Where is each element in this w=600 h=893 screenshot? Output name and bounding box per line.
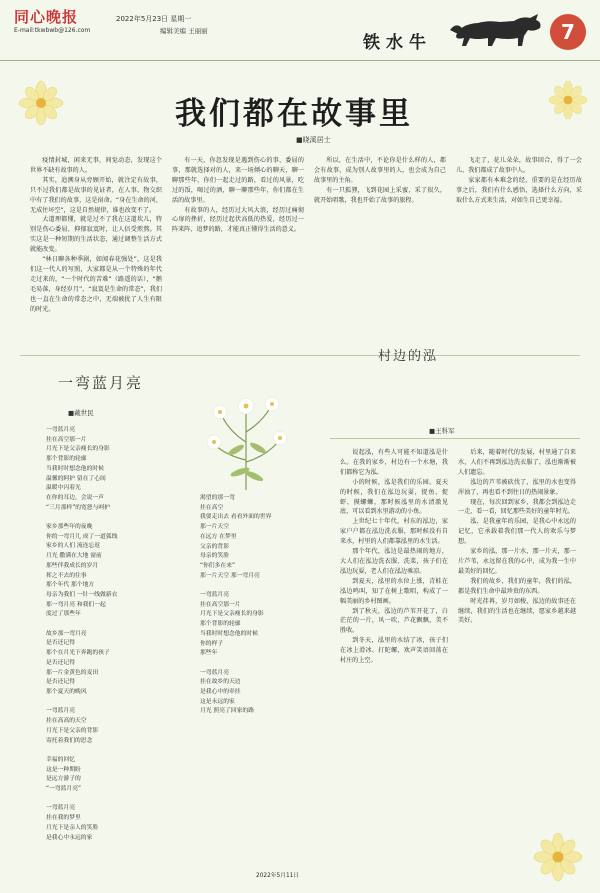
article-paragraph: 所以，在生活中，不论你是什么样的人，都会有故事，成为别人故事里的人，也会成为自己故事里的主角。 bbox=[314, 157, 446, 184]
poem-line: 挂在高空 bbox=[200, 504, 224, 511]
poem-line: 月光下是亲人的笑脸 bbox=[46, 824, 99, 831]
poem-line: 一弯蓝月亮 bbox=[200, 592, 229, 599]
poem-line: 那个背影的轮廓 bbox=[200, 621, 241, 628]
essay-column-1 bbox=[340, 448, 448, 878]
poem-line: 在远方 在梦里 bbox=[200, 533, 237, 540]
poem-line: 当我时时想念他的时候 bbox=[200, 630, 258, 637]
poem-line: 那个在月光下奔跑的孩子 bbox=[46, 650, 110, 657]
poem-line: 那个背影的轮廓 bbox=[46, 456, 87, 463]
poem-line: 在你的耳边，会说一声 bbox=[46, 494, 104, 501]
essay-paragraph: 那个年代，泓边是最热闹的地方，大人们在泓边洗衣服、洗菜，孩子们在泓边玩耍，老人们在泓边乘凉。 bbox=[340, 548, 448, 575]
poem-line: 你的样子 bbox=[200, 640, 224, 647]
poem-line: 一弯蓝月亮 bbox=[200, 669, 229, 676]
poem-line: 一弯蓝月亮 bbox=[46, 427, 75, 433]
article-title: 我们都在故事里 bbox=[175, 96, 413, 132]
article-paragraph: 大道理都懂，就是过不了我在这道坎儿，特别是伤心委屈，抑郁寂寞时，让人倍受煎熬。其实这是一种短期的生活状态，通过调整生活方式就能改变。 bbox=[30, 216, 162, 254]
essay-paragraph: 到冬天，泓里的水结了冰，孩子们在冰上滑冰、打陀螺，欢声笑语回荡在村庄的上空。 bbox=[340, 637, 448, 665]
poem-line: 一弯蓝月亮 bbox=[46, 708, 75, 715]
poem-line: 是否还记得 bbox=[46, 640, 75, 647]
poem-line bbox=[200, 581, 322, 591]
poem-line: 是我心中永远的家 bbox=[46, 834, 93, 841]
essay-paragraph: 上世纪七十年代，村东的泓边，家家户户都在泓边洗衣服，那时候没有自来水，村里的人们都靠泓里的水生活。 bbox=[340, 518, 448, 546]
article-byline: ■晓溪居士 bbox=[296, 136, 331, 144]
poem-line bbox=[46, 698, 174, 708]
poem-column-1 bbox=[46, 426, 174, 886]
poem-column-2 bbox=[200, 494, 322, 864]
poem-line bbox=[46, 795, 174, 805]
page-number-badge: 7 bbox=[550, 14, 586, 50]
page-header bbox=[0, 0, 600, 61]
poem-line: 当我时时想念他的时候 bbox=[46, 465, 104, 472]
poem-line: 挥之不去的往事 bbox=[46, 572, 87, 579]
essay-paragraph: 泓，是我童年的乐园，是我心中永远的记忆，它承载着我们那一代人的欢乐与梦想。 bbox=[458, 518, 576, 546]
issue-date: 2022年5月23日 星期一 bbox=[116, 15, 192, 23]
section-title: 铁水牛 bbox=[363, 33, 432, 53]
article-column-3 bbox=[314, 156, 446, 346]
poem-line: 月光下是父亲瘦长的身影 bbox=[200, 611, 264, 618]
poem-line: 那些伴我成长的岁月 bbox=[46, 562, 99, 569]
poem-line: 是否还记得 bbox=[46, 659, 75, 666]
poem-line bbox=[200, 659, 322, 669]
essay-paragraph: 现在，每次回到家乡，我都会到泓边走一走，看一看，回忆那些美好的童年时光。 bbox=[458, 498, 576, 516]
bull-icon bbox=[448, 10, 548, 50]
poem-line: 父亲的背影 bbox=[200, 543, 229, 550]
article-paragraph: 飞走了，花儿朵朵，故事回合，得了一会儿，我们都成了故事中人。 bbox=[456, 157, 582, 174]
email: E-mail:tkwbwb@126.com bbox=[14, 27, 91, 34]
article-paragraph: 有故事的人，经历过大风大浪，经历过痛彻心扉的挫折，经历过起伏高低的热爱，经历过一阵来阵、追梦的路，才能真正懂得生活的意义。 bbox=[172, 206, 304, 234]
poem-line: 那个夏天的晚风 bbox=[46, 688, 87, 695]
poem-line: 月光 照亮了回家的路 bbox=[200, 708, 255, 715]
essay-paragraph: 说起泓，有些人可能不知道泓是什么。在我的家乡，村边有一个水塘，我们都称它为泓。 bbox=[340, 449, 448, 476]
poem-line: 月光下是父亲的背影 bbox=[46, 727, 99, 734]
poem-line: 是我心中的牵挂 bbox=[200, 689, 241, 696]
poem-line: 一弯蓝月亮 bbox=[46, 805, 75, 812]
poem-line bbox=[46, 513, 174, 523]
poem-line: 月光下是父亲瘦长的身影 bbox=[46, 446, 110, 453]
poem-line: 挂在高空那一片 bbox=[200, 601, 241, 608]
article-paragraph: 有一只狐狸，飞到花园上采蜜，采了很久，就开始唱歌，我也开始了故事的旅程。 bbox=[314, 186, 446, 204]
poem-line: 这是永远的家 bbox=[200, 698, 235, 705]
poem-date: 2022年5月11日 bbox=[256, 873, 300, 879]
poem-line: 你的一弯月儿 成了一道弧线 bbox=[46, 533, 118, 540]
poem-line: 挂在我的梦里 bbox=[46, 815, 81, 822]
poem-line: 是否还记得 bbox=[46, 679, 75, 686]
poem-line: 故乡那一弯月亮 bbox=[46, 630, 87, 637]
article-column-1 bbox=[30, 156, 162, 346]
poem-line: 挂在高空那一片 bbox=[46, 436, 87, 443]
poem-line: 幸福的回忆 bbox=[46, 756, 75, 763]
essay-paragraph: 后来，随着时代的发展，村里通了自来水，人们不再到泓边洗衣服了，泓也渐渐被人们遗忘。 bbox=[458, 449, 576, 476]
poem-line: 那个年代 那个地方 bbox=[46, 582, 95, 589]
flower-icon bbox=[18, 80, 64, 126]
masthead: 同心晚报 bbox=[14, 8, 79, 26]
poem-line: “一弯蓝月亮” bbox=[46, 786, 81, 793]
poem-line bbox=[46, 620, 174, 630]
poem-line: 是远方游子的 bbox=[46, 776, 81, 783]
flower-icon bbox=[548, 80, 588, 120]
essay-paragraph: 我们的故乡，我们的童年，我们的泓，都是我们生命中最珍贵的东西。 bbox=[458, 577, 576, 595]
essay-paragraph: 家乡的泓，那一片水，那一片天，那一片芦苇，永远留在我的心中，成为我一生中最美好的回忆。 bbox=[458, 548, 576, 575]
flower-branch-icon bbox=[200, 372, 292, 490]
poem-line: 那些年 bbox=[200, 650, 218, 657]
article-column-2 bbox=[172, 156, 304, 346]
essay-paragraph: 泓边的芦苇被砍伐了，泓里的水也变得浑浊了，再也看不到往日的热闹景象。 bbox=[458, 478, 576, 496]
poem-line: 母亲的笑脸 bbox=[200, 553, 229, 560]
poem-line: “你们多在来” bbox=[200, 562, 235, 569]
poem-line: 挂在故乡的天边 bbox=[200, 679, 241, 686]
editor-credit: 编辑美编 王丽丽 bbox=[160, 27, 208, 35]
essay-paragraph: 小的时候，泓是我们的乐园。夏天的时候，我们在泓边玩耍，捉鱼、捉虾、摸螺蛳，那时候泓里的水清澈见底，可以看到水里游动的小鱼。 bbox=[340, 478, 448, 516]
poem-line: 那一片天空 bbox=[200, 524, 229, 531]
article-paragraph: 家家都有本难念的经，重要的是在经历故事之后，我们有什么感悟，选择什么方向，采取什么方式来生活，对如生自己更幸福。 bbox=[456, 176, 582, 204]
article-paragraph: 其实，追溯身从旁顾开始，就注定有故事，只不过我们都是故事的见证者，在人事、物交织中有了我们的故事，这是宿命。“身在生命的河，无成住坏空”，这是自然规律，谁也改变不了。 bbox=[30, 176, 162, 214]
poem-line: 这是一种期盼 bbox=[46, 766, 81, 773]
poem-line: 家乡的人们 流连忘返 bbox=[46, 543, 101, 550]
poem-line: 寄托着我们的思念 bbox=[46, 737, 93, 744]
poem-line: 那一弯月亮 和我们一起 bbox=[46, 601, 106, 608]
essay-column-2 bbox=[458, 448, 576, 828]
divider bbox=[20, 355, 580, 356]
poem-line: 温馨的阿护 留在了心间 bbox=[46, 475, 106, 482]
poem-line: “三月那样”的宽恕与呵护 bbox=[46, 504, 110, 511]
poem-line: 那一片天空 那一弯月亮 bbox=[200, 572, 260, 579]
poem-line: 渴望的那一弯 bbox=[200, 495, 235, 501]
article-paragraph: “林日聊各种季剧，如闻春花强处”，这是我们这一代人的写照，大家都是从一个特殊的年代走过来的，“一个时代的苦难”（路遥的话），“鹅毛易落，身经岁月”，“寂寞是生命的常态”，我们也一直在生命的常态之中，无端被扰了人生有限的时光。 bbox=[30, 256, 162, 313]
poem-line bbox=[46, 746, 174, 756]
article-paragraph: 疫情封城，闲来无事，间觉动态，发现这个世界不缺有故事的人。 bbox=[30, 157, 162, 174]
poem-line: 温暖中闪着光 bbox=[46, 485, 81, 492]
poem-line: 那一片金黄色的麦田 bbox=[46, 669, 99, 676]
poem-line: 家乡那些年的夜晚 bbox=[46, 524, 93, 531]
poem-line: 挂在高高的天空 bbox=[46, 718, 87, 725]
essay-paragraph: 到了秋天，泓边的芦苇开花了，白茫茫的一片，风一吹，芦花飘飘，美不胜收。 bbox=[340, 607, 448, 635]
flower-icon bbox=[533, 832, 583, 882]
essay-title: 村边的泓 bbox=[378, 349, 439, 364]
article-paragraph: 有一天，你忽发现是遇到伤心的事、委屈的事，那就选择对的人，来一场倾心的聊天，聊一聊那些年，你们一起走过的路，看过的风景，吃过的饭，喝过的酒，聊一聊那些年，你们都在生活的故事里。 bbox=[172, 157, 304, 204]
article-column-4 bbox=[456, 156, 582, 346]
essay-paragraph: 到夏天，泓里的水位上涨，青蛙在泓边鸣叫，知了在树上歌唱，构成了一幅美丽的乡村图画。 bbox=[340, 577, 448, 605]
poem-title: 一弯蓝月亮 bbox=[58, 374, 144, 392]
poem-line: 我要走出去 看看外面的世界 bbox=[200, 514, 272, 521]
divider bbox=[330, 438, 580, 439]
poem-line: 度过了那些年 bbox=[46, 611, 81, 618]
poem-line: 母亲为我们 一针一线做新衣 bbox=[46, 591, 118, 598]
essay-author: ■王科军 bbox=[429, 427, 455, 435]
essay-paragraph: 时光荏苒，岁月如梭，泓边的故事还在继续，我们的生活也在继续，愿家乡越来越美好。 bbox=[458, 597, 576, 625]
poem-line: 月光 撒满在大地 窗前 bbox=[46, 553, 102, 560]
poem-author: ■戴世民 bbox=[68, 409, 94, 417]
